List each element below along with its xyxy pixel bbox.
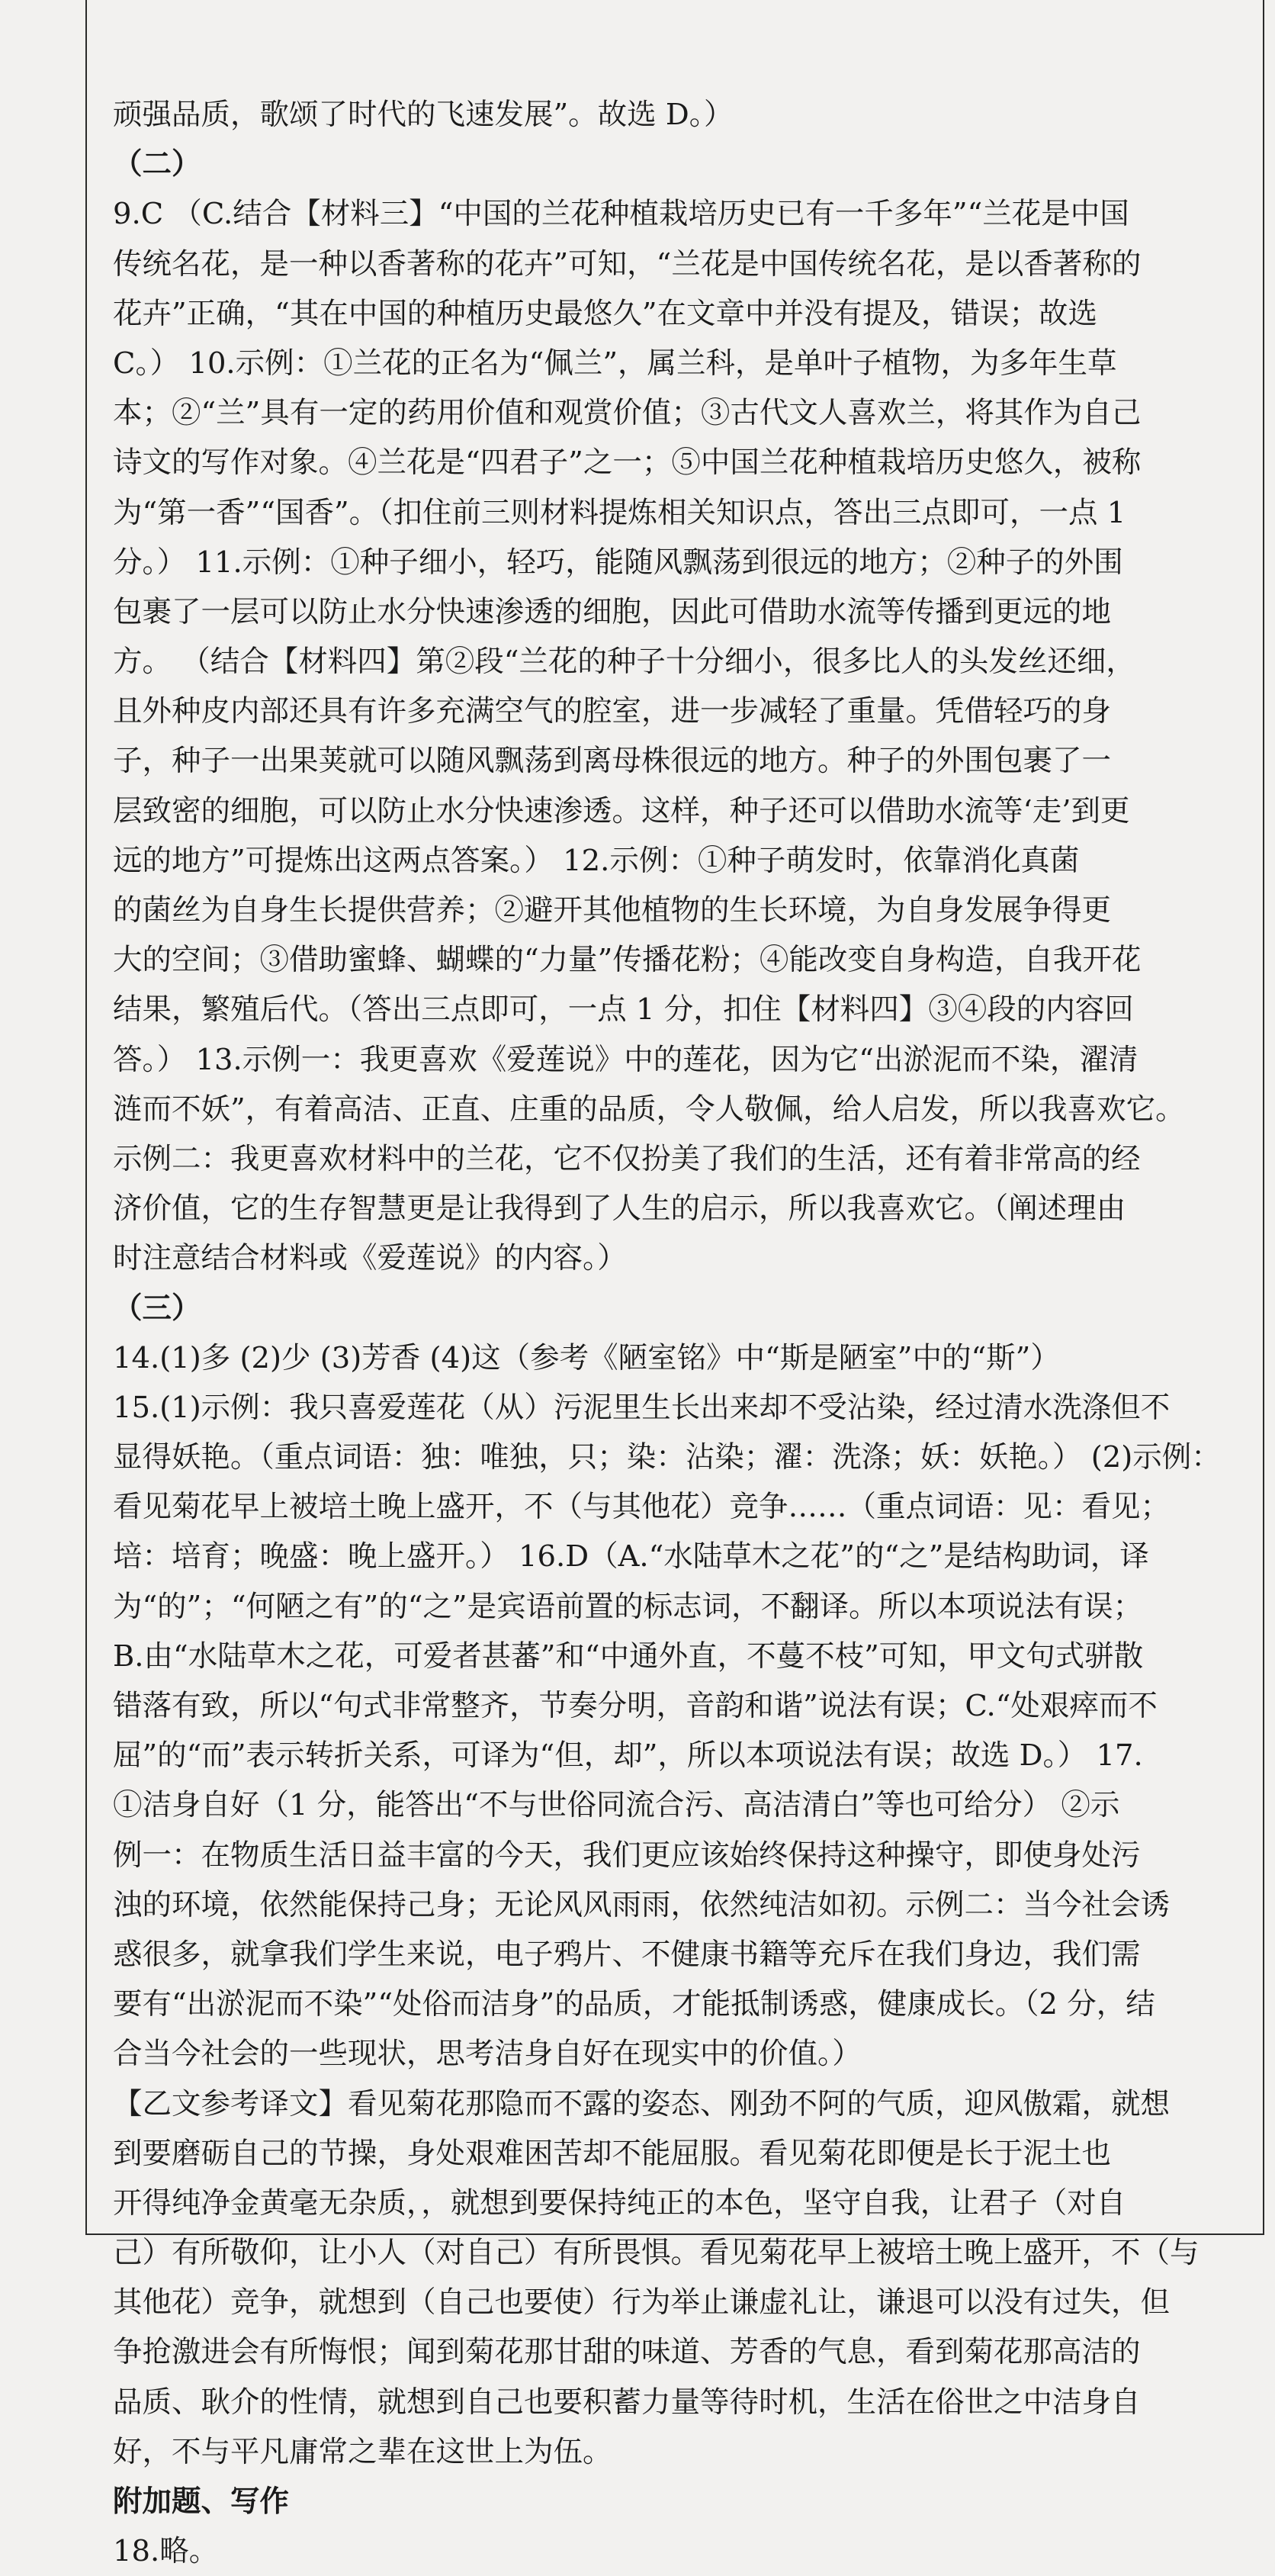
- text-line: 争抢激进会有所悔恨；闻到菊花那甘甜的味道、芳香的气息，看到菊花那高洁的: [113, 2335, 1141, 2370]
- text-line: 层致密的细胞，可以防止水分快速渗透。这样，种子还可以借助水流等‘走’到更: [113, 793, 1130, 828]
- text-line: B.由“水陆草木之花，可爱者甚蕃”和“中通外直，不蔓不枝”可知，甲文句式骈散: [113, 1639, 1144, 1674]
- text-line: 看见菊花早上被培土晚上盛开，不（与其他花）竞争……（重点词语：见：看见；: [113, 1490, 1171, 1525]
- text-line: 己）有所敬仰，让小人（对自己）有所畏惧。看见菊花早上被培土晚上盛开，不（与: [113, 2236, 1200, 2271]
- text-line: 方。 （结合【材料四】第②段“兰花的种子十分细小，很多比人的头发丝还细，: [113, 645, 1135, 680]
- text-line: 且外种皮内部还具有许多充满空气的腔室，进一步减轻了重量。凭借轻巧的身: [113, 694, 1112, 729]
- text-line: 例一：在物质生活日益丰富的今天，我们更应该始终保持这种操守，即使身处污: [113, 1838, 1141, 1873]
- text-line: 错落有致，所以“句式非常整齐，节奏分明，音韵和谐”说法有误；C.“处艰瘁而不: [113, 1689, 1158, 1723]
- text-line: C。） 10.示例：①兰花的正名为“佩兰”，属兰科，是单叶子植物，为多年生草: [113, 346, 1117, 381]
- text-line: 示例二：我更喜欢材料中的兰花，它不仅扮美了我们的生活，还有着非常高的经: [113, 1141, 1141, 1176]
- text-line: 【乙文参考译文】看见菊花那隐而不露的姿态、刚劲不阿的气质，迎风傲霜，就想: [113, 2086, 1171, 2121]
- text-line: 其他花）竞争，就想到（自己也要使）行为举止谦虚礼让，谦退可以没有过失，但: [113, 2285, 1171, 2320]
- text-line: 惑很多，就拿我们学生来说，电子鸦片、不健康书籍等充斥在我们身边，我们需: [113, 1937, 1141, 1972]
- text-line: 9.C （C.结合【材料三】“中国的兰花种植栽培历史已有一千多年”“兰花是中国: [113, 197, 1129, 232]
- text-line: 包裹了一层可以防止水分快速渗透的细胞，因此可借助水流等传播到更远的地: [113, 594, 1112, 629]
- section-heading: （三）: [113, 1291, 201, 1326]
- text-line: 远的地方”可提炼出这两点答案。） 12.示例：①种子萌发时，依靠消化真菌: [113, 843, 1080, 878]
- text-line: 答。） 13.示例一：我更喜欢《爱莲说》中的莲花，因为它“出淤泥而不染，濯清: [113, 1042, 1139, 1077]
- text-line: 浊的环境，依然能保持己身；无论风风雨雨，依然纯洁如初。示例二：当今社会诱: [113, 1887, 1171, 1922]
- text-line: 屈”的“而”表示转折关系，可译为“但，却”，所以本项说法有误；故选 D。） 17.: [113, 1738, 1143, 1774]
- answer-text-block: [113, 90, 1240, 2576]
- text-line: 的菌丝为自身生长提供营养；②避开其他植物的生长环境，为自身发展争得更: [113, 893, 1112, 928]
- text-line: 本；②“兰”具有一定的药用价值和观赏价值；③古代文人喜欢兰，将其作为自己: [113, 396, 1142, 431]
- text-line: 14.(1)多 (2)少 (3)芳香 (4)这（参考《陋室铭》中“斯是陋室”中的“斯”）: [113, 1340, 1060, 1375]
- text-line: 分。） 11.示例：①种子细小，轻巧，能随风飘荡到很远的地方；②种子的外围: [113, 545, 1123, 580]
- text-line: 好，不与平凡庸常之辈在这世上为伍。: [113, 2434, 612, 2469]
- text-line: 15.(1)示例：我只喜爱莲花（从）污泥里生长出来却不受沾染，经过清水洗涤但不: [113, 1390, 1171, 1425]
- text-line: 涟而不妖”，有着高洁、正直、庄重的品质，令人敬佩，给人启发，所以我喜欢它。: [113, 1092, 1185, 1127]
- text-line: 子，种子一出果荚就可以随风飘荡到离母株很远的地方。种子的外围包裹了一: [113, 744, 1112, 779]
- text-line: 开得纯净金黄毫无杂质，，就想到要保持纯正的本色，坚守自我，让君子（对自: [113, 2185, 1126, 2221]
- text-line: 诗文的写作对象。④兰花是“四君子”之一；⑤中国兰花种植栽培历史悠久，被称: [113, 445, 1142, 481]
- text-line: 结果，繁殖后代。（答出三点即可，一点 1 分，扣住【材料四】③④段的内容回: [113, 992, 1134, 1028]
- text-line: 时注意结合材料或《爱莲说》的内容。）: [113, 1241, 627, 1276]
- text-line: 合当今社会的一些现状，思考洁身自好在现实中的价值。）: [113, 2037, 862, 2072]
- text-line: ①洁身自好（1 分，能答出“不与世俗同流合污、高洁清白”等也可给分） ②示: [113, 1788, 1120, 1823]
- text-line: 传统名花，是一种以香著称的花卉”可知，“兰花是中国传统名花，是以香著称的: [113, 246, 1142, 281]
- text-line: 18.略。: [113, 2534, 219, 2569]
- text-line: 花卉”正确，“其在中国的种植历史最悠久”在文章中并没有提及，错误；故选: [113, 296, 1098, 331]
- text-line: 显得妖艳。（重点词语：独：唯独，只；染：沾染；濯：洗涤；妖：妖艳。） (2)示例：: [113, 1440, 1221, 1475]
- text-line: 要有“出淤泥而不染”“处俗而洁身”的品质，才能抵制诱惑，健康成长。（2 分，结: [113, 1987, 1155, 2022]
- text-line: 培：培育；晚盛：晚上盛开。） 16.D（A.“水陆草木之花”的“之”是结构助词，译: [113, 1539, 1149, 1574]
- text-line: 到要磨砺自己的节操，身处艰难困苦却不能屈服。看见菊花即便是长于泥土也: [113, 2136, 1112, 2171]
- text-line: 为“第一香”“国香”。（扣住前三则材料提炼相关知识点，答出三点即可，一点 1: [113, 495, 1126, 530]
- text-line: 顽强品质，歌颂了时代的飞速发展”。故选 D。）: [113, 98, 734, 132]
- section-heading: （二）: [113, 147, 201, 182]
- text-line: 济价值，它的生存智慧更是让我得到了人生的启示，所以我喜欢它。（阐述理由: [113, 1192, 1126, 1227]
- text-line: 为“的”；“何陋之有”的“之”是宾语前置的标志词，不翻译。所以本项说法有误；: [113, 1589, 1143, 1624]
- text-line: 大的空间；③借助蜜蜂、蝴蝶的“力量”传播花粉；④能改变自身构造，自我开花: [113, 943, 1142, 978]
- section-heading: 附加题、写作: [113, 2484, 290, 2519]
- text-line: 品质、耿介的性情，就想到自己也要积蓄力量等待时机，生活在俗世之中洁身自: [113, 2385, 1141, 2420]
